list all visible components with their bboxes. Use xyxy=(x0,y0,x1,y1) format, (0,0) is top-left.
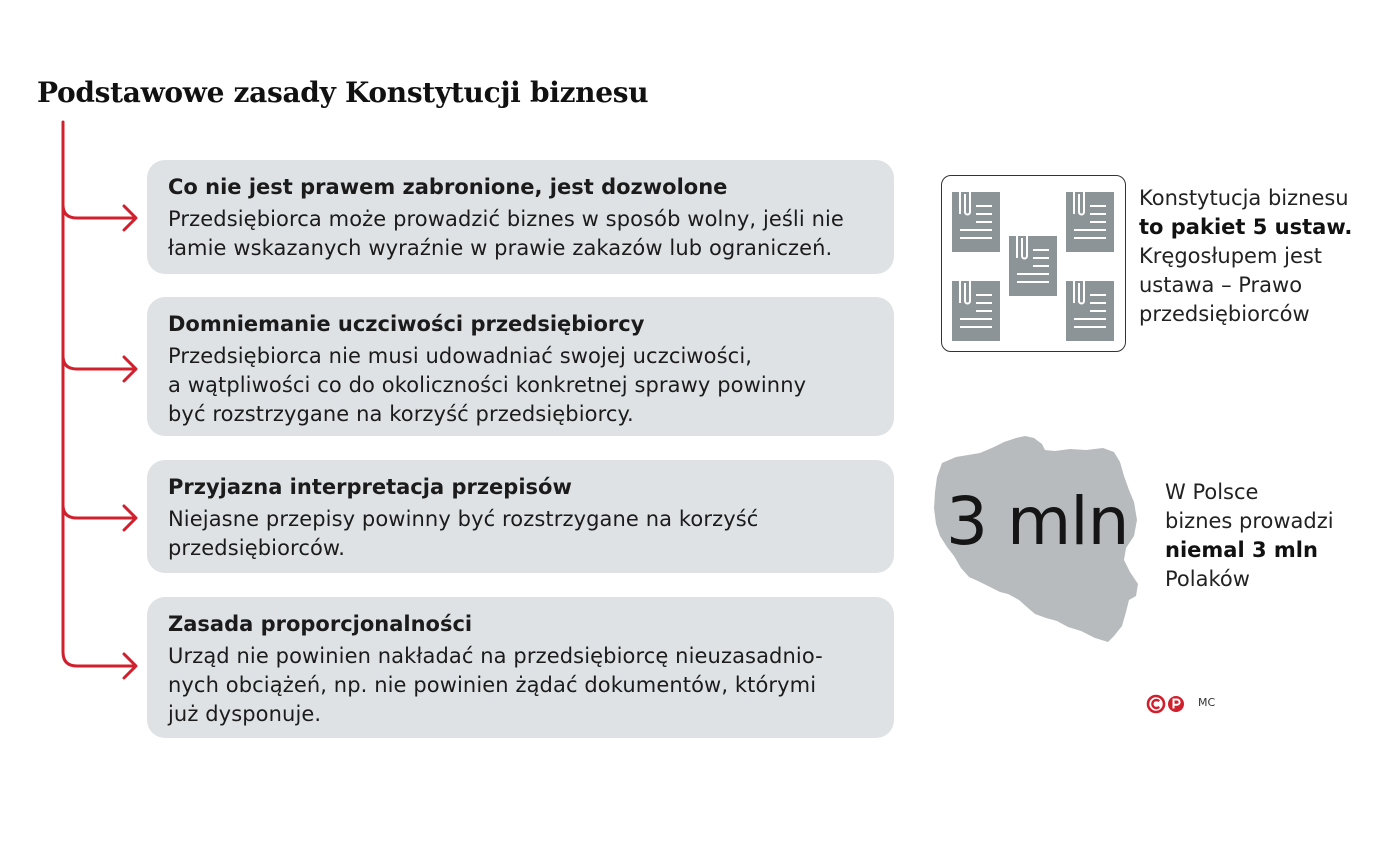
principle-description: Niejasne przepisy powinny być rozstrzygane na korzyść przedsiębiorców. xyxy=(168,507,759,560)
poland-stat-rest: Polaków xyxy=(1165,567,1250,591)
bracket-connector xyxy=(0,0,150,700)
laws-package-icon-box xyxy=(941,175,1126,352)
principle-heading: Zasada proporcjonalności xyxy=(168,612,473,636)
principle-card xyxy=(147,597,894,738)
poland-stat-line: W Polsce biznes prowadzi xyxy=(1165,480,1334,533)
laws-package-highlight: to pakiet 5 ustaw. xyxy=(1139,215,1353,239)
principle-heading: Przyjazna interpretacja przepisów xyxy=(168,475,572,499)
principle-card xyxy=(147,460,894,573)
principle-heading: Domniemanie uczciwości przedsiębiorcy xyxy=(168,312,645,336)
page-title: Podstawowe zasady Konstytucji biznesu xyxy=(37,76,649,109)
document-with-paperclip-icon xyxy=(1007,228,1059,298)
laws-package-line: Konstytucja biznesu xyxy=(1139,186,1349,210)
document-with-paperclip-icon xyxy=(1064,273,1116,343)
principle-card xyxy=(147,297,894,436)
principle-card xyxy=(147,160,894,274)
document-with-paperclip-icon xyxy=(950,273,1002,343)
author-credit: MC xyxy=(1198,696,1216,709)
laws-package-rest: Kręgosłupem jest ustawa – Prawo przedsiębiorców xyxy=(1139,244,1323,326)
principle-description: Przedsiębiorca może prowadzić biznes w sposób wolny, jeśli nie łamie wskazanych wyraźnie w prawie zakazów lub ograniczeń. xyxy=(168,207,844,260)
document-with-paperclip-icon xyxy=(950,184,1002,254)
principle-heading: Co nie jest prawem zabronione, jest dozwolone xyxy=(168,175,728,199)
principle-description: Urząd nie powinien nakładać na przedsiębiorcę nieuzasadnio- nych obciążeń, np. nie powinien żądać dokumentów, którymi już dysponuje. xyxy=(168,644,823,726)
principle-description: Przedsiębiorca nie musi udowadniać swojej uczciwości, a wątpliwości co do okoliczności konkretnej sprawy powinny być rozstrzygane na korzyść przedsiębiorcy. xyxy=(168,344,807,426)
poland-stat-text xyxy=(1165,478,1334,594)
poland-stat-highlight: niemal 3 mln xyxy=(1165,538,1318,562)
laws-package-text xyxy=(1139,184,1352,329)
big-number-stat: 3 mln xyxy=(946,483,1129,560)
cp-logo-icon xyxy=(1146,694,1188,714)
document-with-paperclip-icon xyxy=(1064,184,1116,254)
